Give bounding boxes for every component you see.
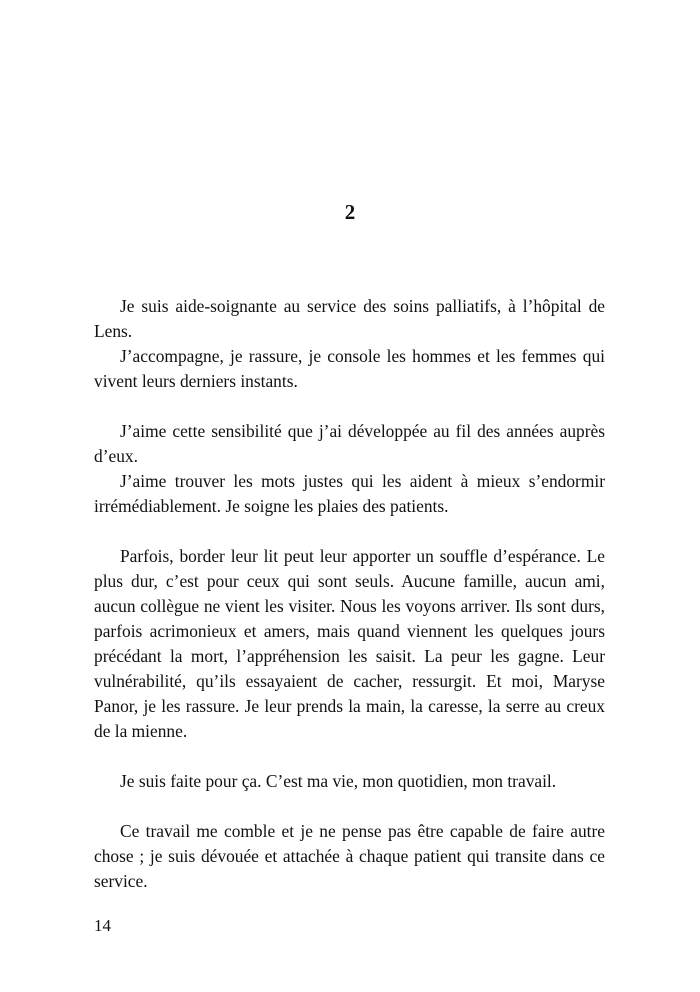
body-text [94, 294, 605, 894]
paragraph: J’aime trouver les mots justes qui les aident à mieux s’endormir irrémédiablement. Je soigne les plaies des patients. [94, 471, 605, 516]
paragraph-gap [94, 794, 605, 819]
paragraph: Je suis aide-soignante au service des soins palliatifs, à l’hôpital de Lens. [94, 296, 605, 341]
page-number: 14 [94, 916, 111, 935]
paragraph: Parfois, border leur lit peut leur apporter un souffle d’espérance. Le plus dur, c’est pour ceux qui sont seuls. Aucune famille, aucun ami, aucun collègue ne vient les visiter. Nous les voyons arriver. Ils sont durs, parfois acrimonieux et amers, mais quand viennent les quelques jours précédant la mort, l’appréhension les saisit. La peur les gagne. Leur vulnérabilité, qu’ils essayaient de cacher, ressurgit. Et moi, Maryse Panor, je les rassure. Je leur prends la main, la caresse, la serre au creux de la mienne. [94, 546, 605, 741]
paragraph: Je suis faite pour ça. C’est ma vie, mon quotidien, mon travail. [120, 771, 557, 791]
paragraph: Ce travail me comble et je ne pense pas être capable de faire autre chose ; je suis dévouée et attachée à chaque patient qui transite dans ce service. [94, 821, 605, 891]
paragraph: J’accompagne, je rassure, je console les hommes et les femmes qui vivent leurs derniers instants. [94, 346, 605, 391]
paragraph-gap [94, 519, 605, 544]
paragraph: J’aime cette sensibilité que j’ai développée au fil des années auprès d’eux. [94, 421, 605, 466]
paragraph-gap [94, 394, 605, 419]
paragraph-gap [94, 744, 605, 769]
chapter-number: 2 [344, 200, 356, 224]
